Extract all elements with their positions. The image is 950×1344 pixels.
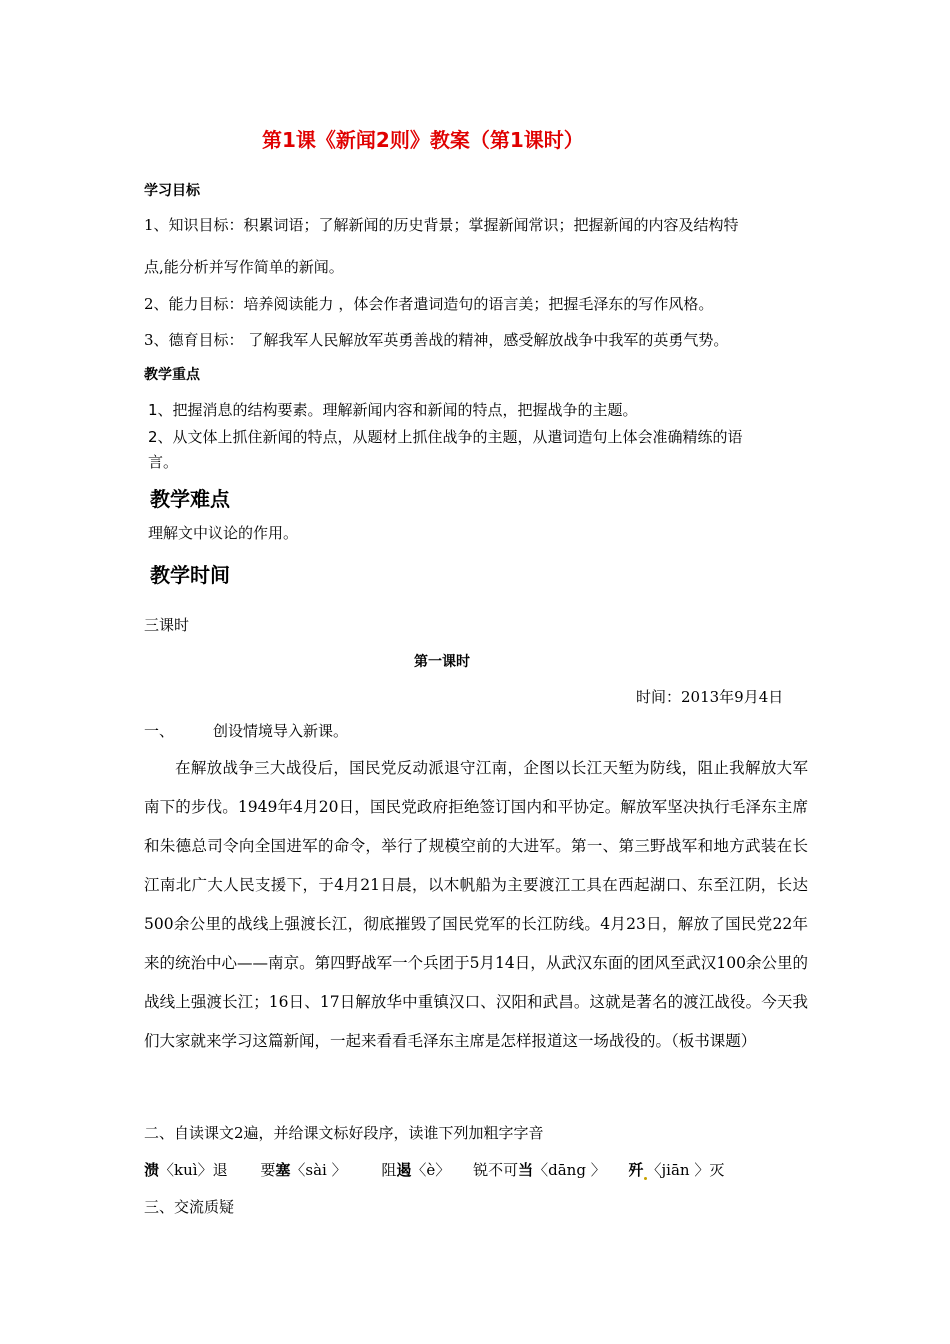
pinyin-item: 要塞〈sài 〉 <box>260 1161 347 1179</box>
objectives-heading: 学习目标 <box>144 183 200 199</box>
bold-char: 溃 <box>144 1161 160 1179</box>
step-1-text: 创设情境导入新课。 <box>213 722 349 740</box>
objective-2: 2、能力目标：培养阅读能力 ，体会作者遣词造句的语言美；把握毛泽东的写作风格。 <box>144 295 714 313</box>
page-title: 第1课《新闻2则》教案（第1课时） <box>262 128 584 152</box>
key-point-2-line-2: 言。 <box>148 453 179 471</box>
step-3: 三、交流质疑 <box>144 1198 235 1216</box>
key-point-2-line-1: 2、从文体上抓住新闻的特点，从题材上抓住战争的主题，从遣词造句上体会准确精练的语 <box>148 428 743 446</box>
objective-3: 3、德育目标： 了解我军人民解放军英勇善战的精神，感受解放战争中我军的英勇气势。 <box>144 331 729 349</box>
difficulties-heading: 教学难点 <box>150 487 230 511</box>
pinyin-reading: 〈jiān 〉灭 <box>646 1161 725 1179</box>
bold-char: 歼 <box>628 1161 644 1179</box>
pinyin-item: 锐不可当〈dāng 〉 <box>473 1161 606 1179</box>
bold-char: 当 <box>518 1161 534 1179</box>
objective-1-line-2: 点,能分析并写作简单的新闻。 <box>144 258 344 276</box>
time-value: 三课时 <box>144 616 190 634</box>
step-2: 二、自读课文2遍，并给课文标好段序，读谁下列加粗字字音 <box>144 1124 544 1142</box>
bold-char: 遏 <box>396 1161 412 1179</box>
lesson-heading: 第一课时 <box>414 654 470 670</box>
step-1-number: 一、 <box>144 722 175 740</box>
pinyin-item: 阻遏〈è〉 <box>381 1161 451 1179</box>
pinyin-reading: 〈sài 〉 <box>290 1161 347 1179</box>
pinyin-reading: 〈dāng 〉 <box>533 1161 606 1179</box>
intro-paragraph-block <box>144 749 808 1061</box>
bold-char: 塞 <box>275 1161 291 1179</box>
key-points-heading: 教学重点 <box>144 367 200 383</box>
pinyin-item <box>628 1159 724 1180</box>
time-heading: 教学时间 <box>150 563 230 587</box>
intro-paragraph: 在解放战争三大战役后，国民党反动派退守江南，企图以长江天堑为防线，阻止我解放大军南下的步伐。1949年4月20日，国民党政府拒绝签订国内和平协定。解放军坚决执行毛泽东主席和朱德总司令向全国进军的命令，举行了规模空前的大进军。第一、第三野战军和地方武装在长江南北广大人民支援下，于4月21日晨，以木帆船为主要渡江工具在西起湖口、东至江阴，长达500余公里的战线上强渡长江，彻底摧毁了国民党军的长江防线。4月23日，解放了国民党22年来的统治中心——南京。第四野战军一个兵团于5月14日，从武汉东面的团风至武汉100余公里的战线上强渡长江；16日、17日解放华中重镇汉口、汉阳和武昌。这就是著名的渡江战役。今天我们大家就来学习这篇新闻，一起来看看毛泽东主席是怎样报道这一场战役的。（板书课题） <box>144 759 808 1050</box>
lesson-date: 时间：2013年9月4日 <box>636 688 784 706</box>
pinyin-reading: 〈kuì〉退 <box>159 1161 228 1179</box>
pinyin-reading: 〈è〉 <box>411 1161 451 1179</box>
objective-1-line-1: 1、知识目标：积累词语；了解新闻的历史背景；掌握新闻常识；把握新闻的内容及结构特 <box>144 216 739 234</box>
key-point-1: 1、把握消息的结构要素。理解新闻内容和新闻的特点，把握战争的主题。 <box>148 401 638 419</box>
pinyin-item <box>144 1159 228 1180</box>
difficulty-item: 理解文中议论的作用。 <box>148 524 299 542</box>
pinyin-list <box>144 1159 724 1180</box>
